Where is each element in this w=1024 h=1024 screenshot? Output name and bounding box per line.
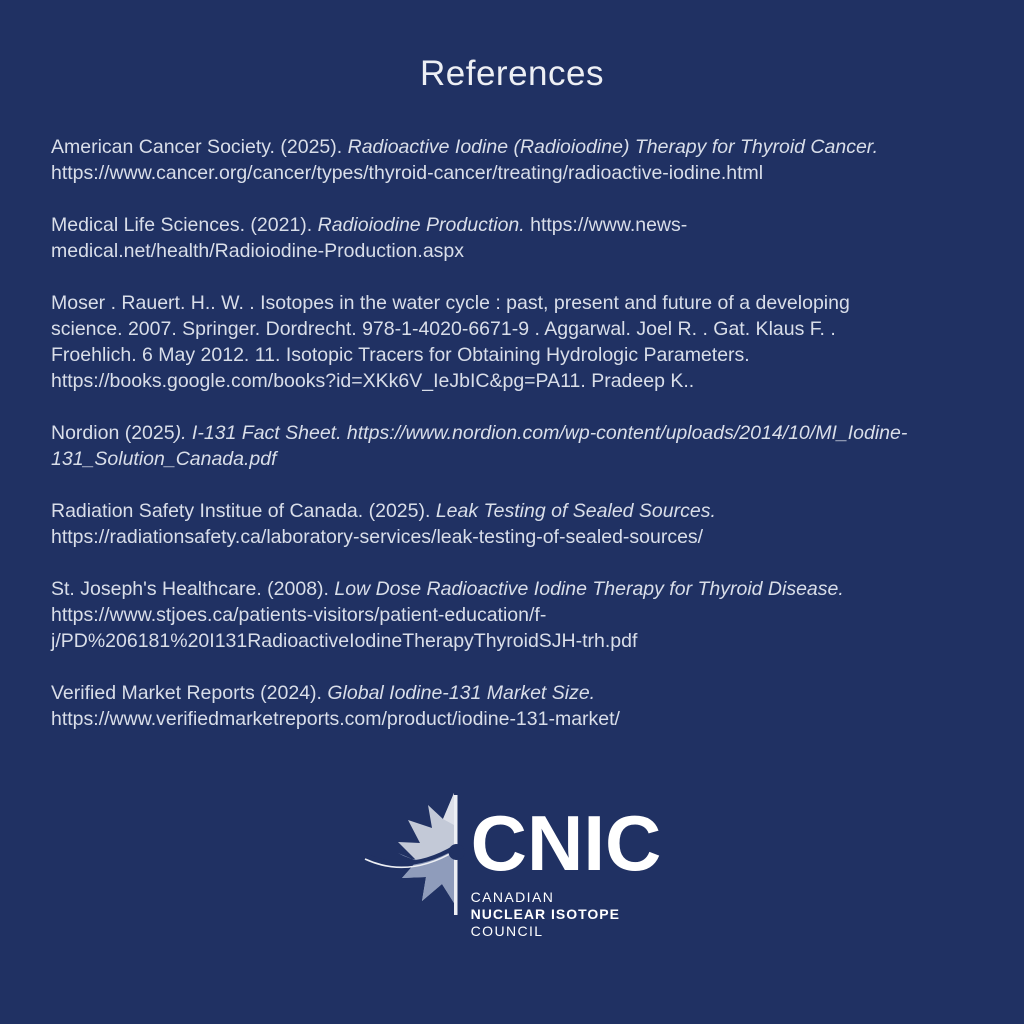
reference-title-segment: Global Iodine-131 Market Size. xyxy=(327,682,596,704)
maple-leaf-icon xyxy=(363,791,469,961)
reference-title-segment: Low Dose Radioactive Iodine Therapy for Thyroid Disease. xyxy=(334,578,844,600)
reference-entry xyxy=(51,420,923,472)
reference-text-segment: Moser . Rauert. H.. W. . Isotopes in the water cycle : past, present and future of a developing science. 2007. Springer. Dordrecht. 978-1-4020-6671-9 . Aggarwal. Joel R. . Gat. Klaus F. . Froehlich. 6 May 2012. 11. Isotopic Tracers for Obtaining Hydrologic Parameters. https://books.google.com/books?id=XKk6V_IeJbIC&pg=PA11. Pradeep K.. xyxy=(51,292,850,392)
reference-text-segment: St. Joseph's Healthcare. (2008). xyxy=(51,578,335,600)
reference-entry xyxy=(51,134,923,186)
reference-text-segment: Radiation Safety Institue of Canada. (2025). xyxy=(51,500,436,522)
references-list xyxy=(51,134,923,732)
reference-text-segment: Medical Life Sciences. (2021). xyxy=(51,214,318,236)
cnic-wordmark xyxy=(471,791,662,940)
reference-entry xyxy=(51,498,923,550)
reference-title-segment: Radioiodine Production. xyxy=(317,214,525,236)
page-title: References xyxy=(420,54,604,93)
reference-text-segment: https://www.cancer.org/cancer/types/thyroid-cancer/treating/radioactive-iodine.html xyxy=(51,162,764,184)
reference-entry xyxy=(51,212,923,264)
reference-entry xyxy=(51,290,923,394)
reference-text-segment: https://www.news-medical.net/health/Radioiodine-Production.aspx xyxy=(51,214,688,262)
reference-text-segment: https://www.verifiedmarketreports.com/product/iodine-131-market/ xyxy=(51,708,620,730)
reference-title-segment: Leak Testing of Sealed Sources. xyxy=(435,500,716,522)
reference-entry xyxy=(51,576,923,654)
reference-text-segment: Verified Market Reports (2024). xyxy=(51,682,328,704)
org-line-canadian: CANADIAN xyxy=(470,889,555,905)
reference-text-segment: https://radiationsafety.ca/laboratory-services/leak-testing-of-sealed-sources/ xyxy=(51,526,704,548)
org-line-nuclear-isotope: NUCLEAR ISOTOPE xyxy=(470,906,620,922)
reference-title-segment: Radioactive Iodine (Radioiodine) Therapy for Thyroid Cancer. xyxy=(347,136,878,158)
reference-entry xyxy=(51,680,923,732)
reference-text-segment: American Cancer Society. (2025). xyxy=(51,136,348,158)
reference-title-segment: ). I-131 Fact Sheet. https://www.nordion.com/wp-content/uploads/2014/10/MI_Iodine-131_Solution_Canada.pdf xyxy=(51,422,908,470)
reference-text-segment: https://www.stjoes.ca/patients-visitors/patient-education/f-j/PD%206181%20I131RadioactiveIodineTherapyThyroidSJH-trh.pdf xyxy=(51,604,638,652)
cnic-acronym: CNIC xyxy=(470,799,662,887)
reference-text-segment: Nordion (2025 xyxy=(51,422,175,444)
org-line-council: COUNCIL xyxy=(470,923,544,939)
cnic-org-name xyxy=(471,889,662,940)
cnic-logo xyxy=(0,791,1024,961)
